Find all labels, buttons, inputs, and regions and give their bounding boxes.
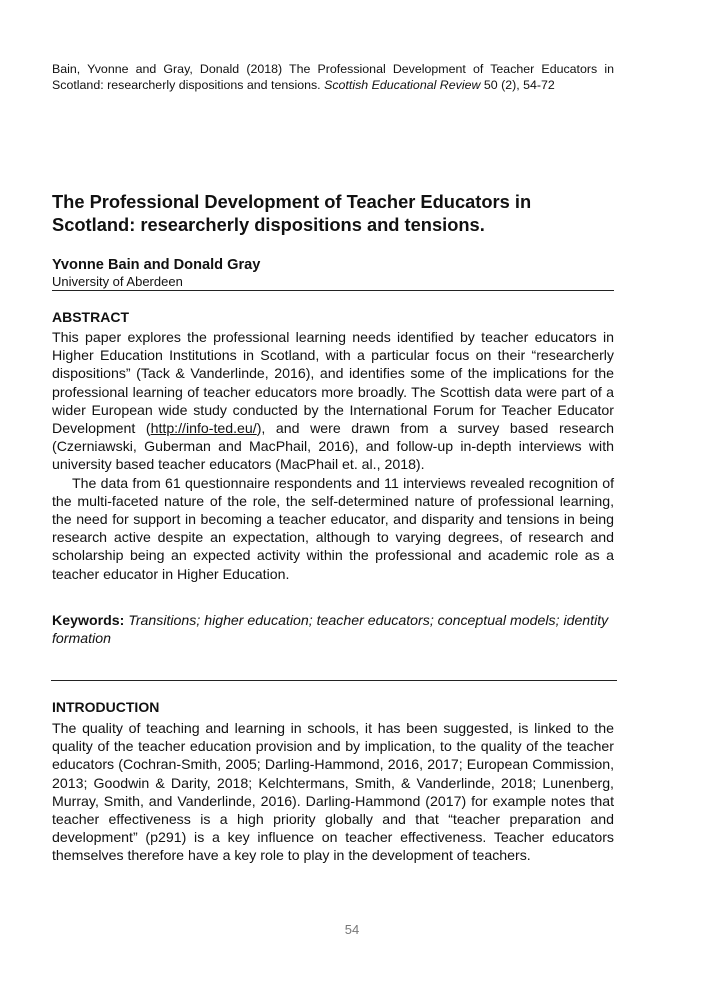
author-affiliation: University of Aberdeen (52, 274, 183, 289)
abstract-text-part2: ), and were drawn from a survey based research (Czerniawski, Guberman and MacPhail, 2016), and follow-up in-depth interviews with university based teacher educators (MacPhail et. al., 2018). (52, 420, 614, 473)
abstract-heading: ABSTRACT (52, 309, 129, 325)
keywords (52, 611, 614, 647)
abstract-paragraph-2: The data from 61 questionnaire respondents and 11 interviews revealed recognition of the multi-faceted nature of the role, the self-determined nature of professional learning, the need for support in becoming a teacher educator, and disparity and tensions in being research active despite an expectation, although to varying degrees, of research and scholarship being an expected activity within the professional and academic role as a teacher educator in Higher Education. (52, 474, 614, 582)
citation-header (52, 61, 614, 93)
abstract-body (52, 328, 614, 583)
section-divider (51, 680, 617, 681)
author-names: Yvonne Bain and Donald Gray (52, 257, 261, 273)
introduction-heading: INTRODUCTION (52, 699, 160, 715)
info-ted-link[interactable]: http://info-ted.eu/ (150, 420, 257, 437)
keywords-label: Keywords: (52, 612, 125, 628)
citation-main: Bain, Yvonne and Gray, Donald (2018) The Professional Development of Teacher Educators in Scotland: researcherly dispositions and tensions. (52, 62, 614, 92)
abstract-text-part1: This paper explores the professional learning needs identified by teacher educators in Higher Education Institutions in Scotland, with a particular focus on their “researcherly dispositions” (Tack & Vanderlinde, 2016), and identifies some of the implications for the professional learning of teacher educators more broadly. The Scottish data were part of a wider European wide study conducted by the International Forum for Teacher Educator Development ( (52, 329, 614, 437)
header-divider (52, 290, 614, 291)
paper-title: The Professional Development of Teacher Educators in Scotland: researcherly dispositions and tensions. (52, 191, 532, 235)
keywords-text: Transitions; higher education; teacher educators; conceptual models; identity formation (52, 612, 609, 647)
abstract-paragraph (52, 328, 614, 474)
citation-journal: Scottish Educational Review (324, 78, 481, 92)
page-number: 54 (344, 922, 360, 937)
citation-issue: 50 (2), 54-72 (483, 78, 555, 92)
introduction-paragraph: The quality of teaching and learning in schools, it has been suggested, is linked to the quality of the teacher education provision and by implication, to the quality of the teacher educators (Cochran-Smith, 2005; Darling-Hammond, 2016, 2017; European Commission, 2013; Goodwin & Darity, 2018; Kelchtermans, Smith, & Vanderlinde, 2018; Lunenberg, Murray, Smith, and Vanderlinde, 2016). Darling-Hammond (2017) for example notes that teacher effectiveness is a high priority globally and that “teacher preparation and development” (p291) is a key influence on teacher effectiveness. Teacher educators themselves therefore have a key role to play in the development of teachers. (52, 720, 614, 864)
